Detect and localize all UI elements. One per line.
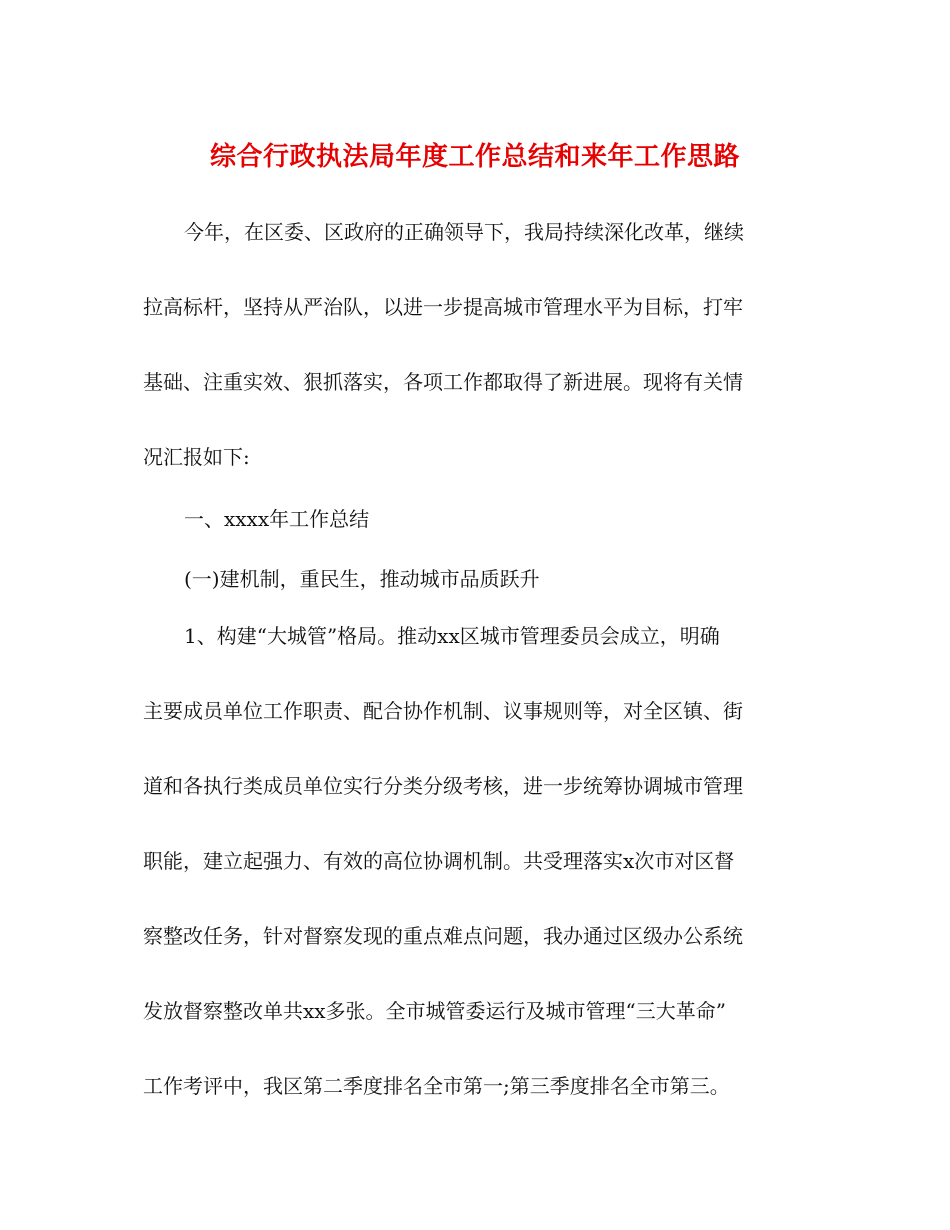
- paragraph-line: 1、构建“大城管”格局。推动xx区城市管理委员会成立，明确: [184, 624, 720, 648]
- paragraph-line: 发放督察整改单共xx多张。全市城管委运行及城市管理“三大革命”: [143, 999, 727, 1023]
- item-1-paragraph: [143, 599, 807, 1124]
- paragraph-line: 况汇报如下:: [143, 445, 250, 469]
- paragraph-line: 察整改任务，针对督察发现的重点难点问题，我办通过区级办公系统: [143, 924, 743, 948]
- paragraph-line: 拉高标杆，坚持从严治队，以进一步提高城市管理水平为目标，打牢: [143, 295, 743, 319]
- document-title: 综合行政执法局年度工作总结和来年工作思路: [209, 142, 740, 172]
- paragraph-line: 职能，建立起强力、有效的高位协调机制。共受理落实x次市对区督: [143, 849, 735, 873]
- subsection-heading: (一)建机制，重民生，推动城市品质跃升: [184, 567, 540, 591]
- section-heading: 一、xxxx年工作总结: [184, 507, 370, 531]
- paragraph-line: 今年，在区委、区政府的正确领导下，我局持续深化改革，继续: [184, 220, 744, 244]
- paragraph-line: 道和各执行类成员单位实行分类分级考核，进一步统筹协调城市管理: [143, 774, 743, 798]
- intro-paragraph: [143, 195, 807, 495]
- paragraph-line: 主要成员单位工作职责、配合协作机制、议事规则等，对全区镇、街: [143, 699, 743, 723]
- paragraph-line: 工作考评中，我区第二季度排名全市第一;第三季度排名全市第三。: [143, 1074, 730, 1098]
- paragraph-line: 基础、注重实效、狠抓落实，各项工作都取得了新进展。现将有关情: [143, 370, 743, 394]
